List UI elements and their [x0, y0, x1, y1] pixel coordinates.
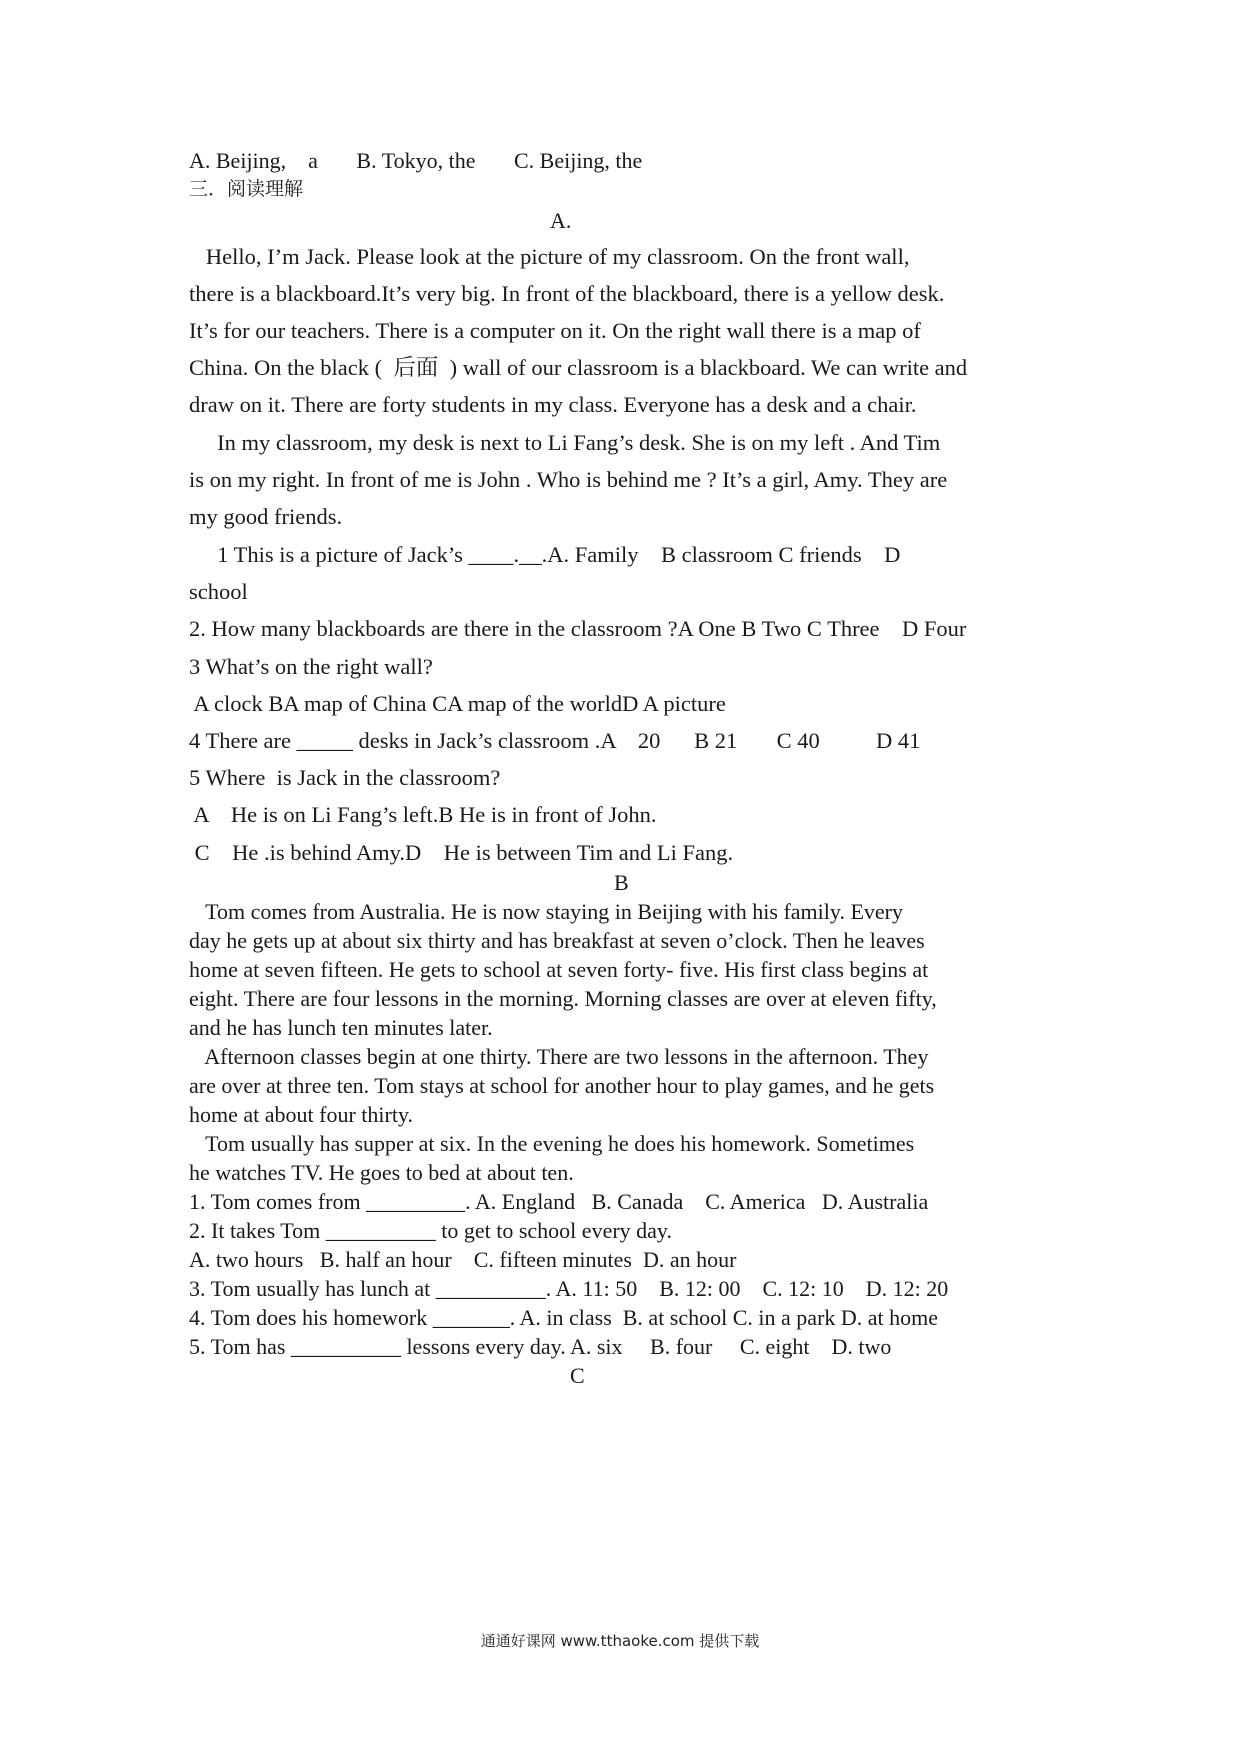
passage-a-line: Hello, I’m Jack. Please look at the picture of my classroom. On the front wall,	[189, 244, 910, 269]
passage-a-question: 2. How many blackboards are there in the classroom ?A One B Two C Three D Four	[189, 616, 967, 641]
passage-a-line: In my classroom, my desk is next to Li Fang’s desk. She is on my left . And Tim	[189, 430, 941, 455]
passage-b-line: are over at three ten. Tom stays at school for another hour to play games, and he gets	[189, 1073, 935, 1098]
passage-a-question: A He is on Li Fang’s left.B He is in front of John.	[189, 802, 657, 827]
passage-a-question: C He .is behind Amy.D He is between Tim and Li Fang.	[189, 840, 734, 865]
passage-b-line: home at about four thirty.	[189, 1102, 414, 1127]
passage-a-line: my good friends.	[189, 504, 343, 529]
passage-b-question: 5. Tom has __________ lessons every day. A. six B. four C. eight D. two	[189, 1334, 892, 1359]
passage-a-question: 3 What’s on the right wall?	[189, 654, 433, 679]
passage-a-line: It’s for our teachers. There is a computer on it. On the right wall there is a map of	[189, 318, 921, 343]
passage-a-line: draw on it. There are forty students in my class. Everyone has a desk and a chair.	[189, 392, 917, 417]
footer-source: 通通好课网 www.tthaoke.com 提供下载	[480, 1632, 760, 1650]
passage-b-line: Afternoon classes begin at one thirty. There are two lessons in the afternoon. They	[189, 1044, 929, 1069]
passage-a-question: 5 Where is Jack in the classroom?	[189, 765, 501, 790]
passage-b-question: 3. Tom usually has lunch at __________. A. 11: 50 B. 12: 00 C. 12: 10 D. 12: 20	[189, 1276, 949, 1301]
passage-b-line: Tom comes from Australia. He is now staying in Beijing with his family. Every	[189, 899, 903, 924]
passage-b-line: and he has lunch ten minutes later.	[189, 1015, 493, 1040]
passage-b-label: B	[614, 870, 629, 895]
passage-b-question: 1. Tom comes from _________. A. England B. Canada C. America D. Australia	[189, 1189, 929, 1214]
passage-b-question: 4. Tom does his homework _______. A. in class B. at school C. in a park D. at home	[189, 1305, 939, 1330]
passage-b-line: day he gets up at about six thirty and has breakfast at seven o’clock. Then he leaves	[189, 928, 925, 953]
passage-a-line: China. On the black ( 后面 ) wall of our classroom is a blackboard. We can write and	[189, 355, 968, 380]
passage-b-line: home at seven fifteen. He gets to school at seven forty- five. His first class begins at	[189, 957, 929, 982]
passage-b-line: Tom usually has supper at six. In the evening he does his homework. Sometimes	[189, 1131, 915, 1156]
passage-b-line: eight. There are four lessons in the morning. Morning classes are over at eleven fifty,	[189, 986, 937, 1011]
passage-c-label: C	[570, 1363, 585, 1388]
passage-a-question: school	[189, 579, 248, 604]
section-heading: 三．阅读理解	[189, 178, 304, 200]
passage-a-question: A clock BA map of China CA map of the worldD A picture	[189, 691, 726, 716]
passage-b-question: A. two hours B. half an hour C. fifteen minutes D. an hour	[189, 1247, 737, 1272]
passage-b-question: 2. It takes Tom __________ to get to school every day.	[189, 1218, 672, 1243]
passage-a-label: A.	[550, 208, 572, 233]
passage-a-question: 1 This is a picture of Jack’s ____.__.A. Family B classroom C friends D	[189, 542, 901, 567]
passage-a-line: is on my right. In front of me is John . Who is behind me ? It’s a girl, Amy. They are	[189, 467, 948, 492]
passage-a-line: there is a blackboard.It’s very big. In front of the blackboard, there is a yellow desk.	[189, 281, 945, 306]
passage-b-line: he watches TV. He goes to bed at about ten.	[189, 1160, 574, 1185]
top-options: A. Beijing, a B. Tokyo, the C. Beijing, the	[189, 148, 643, 173]
passage-a-question: 4 There are _____ desks in Jack’s classroom .A 20 B 21 C 40 D 41	[189, 728, 921, 753]
